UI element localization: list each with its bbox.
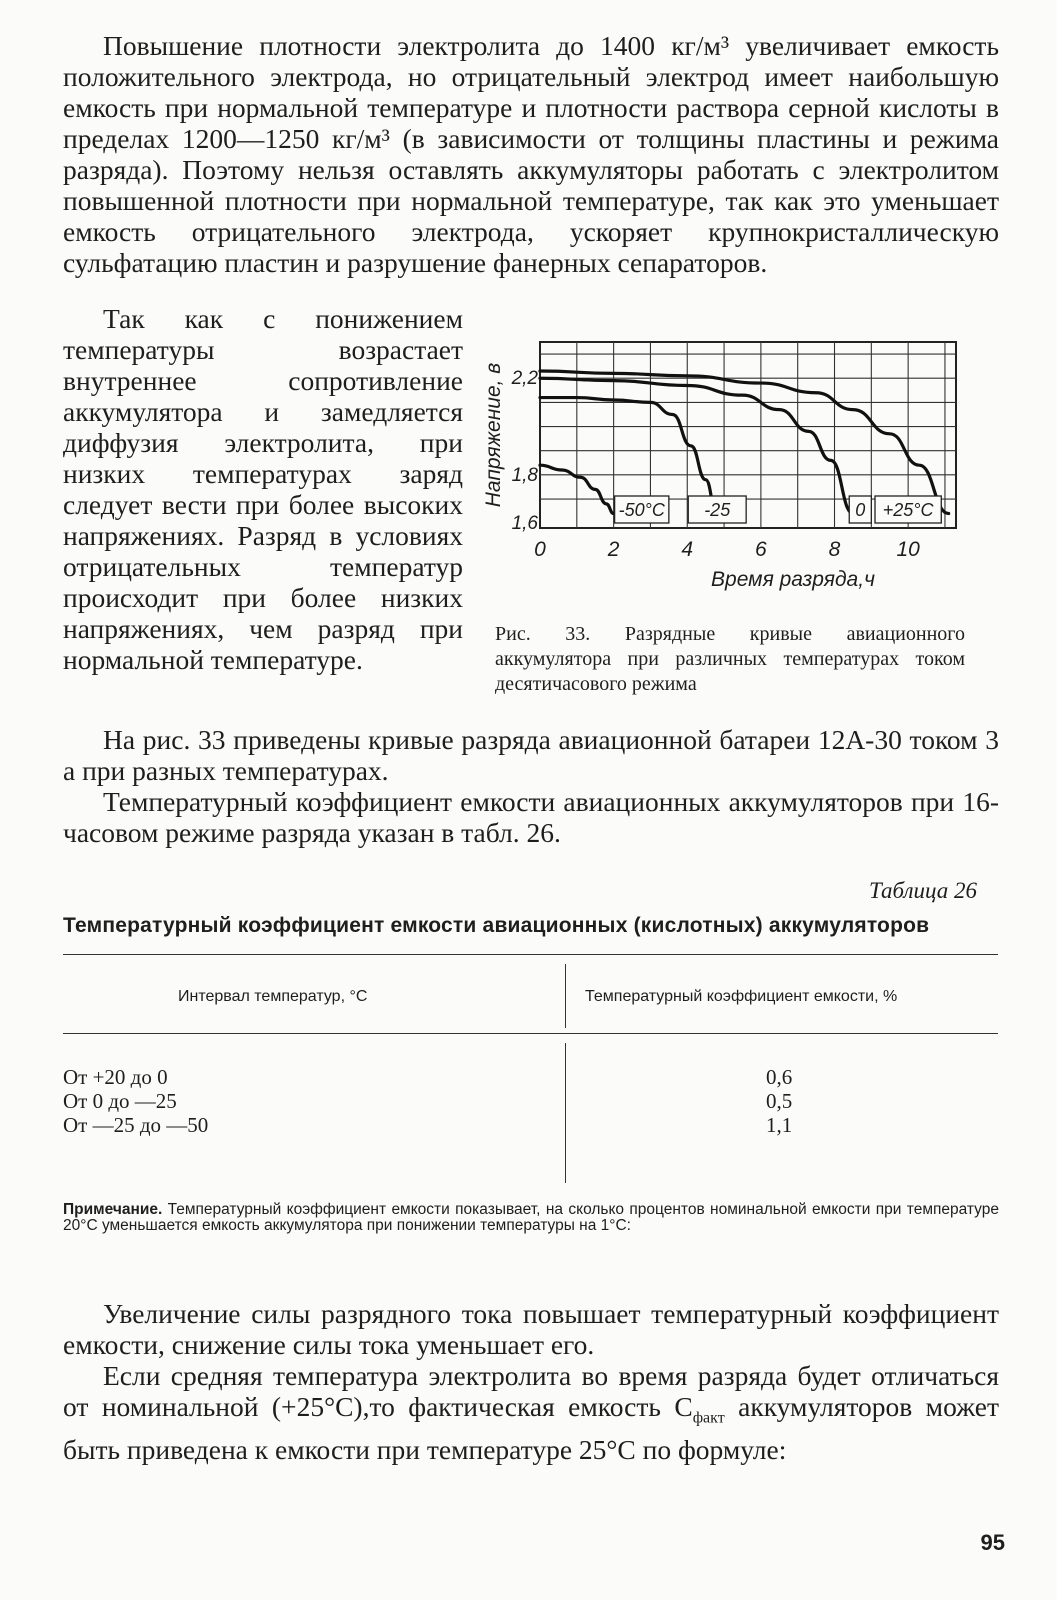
table-body-divider [565, 1043, 566, 1183]
x-tick-label: 4 [681, 538, 694, 561]
formula-intro-end: аккумуляторов может быть приведена к емкости при температуре 25°С по формуле: [63, 1391, 999, 1465]
chart-curves [540, 371, 949, 514]
figure-caption: Рис. 33. Разрядные кривые авиационного аккумулятора при различных температурах током десятичасового режима [495, 623, 965, 695]
x-tick-label: 0 [534, 538, 546, 561]
formula-subscript: факт [692, 1409, 725, 1427]
table-header-divider [565, 964, 566, 1028]
series-label: +25°C [882, 500, 934, 520]
series-label: -50°C [618, 500, 665, 520]
series-label: -25 [704, 500, 731, 520]
x-axis-label: Время разряда,ч [711, 568, 875, 591]
table-header-rule [63, 1033, 998, 1034]
paragraph-figure-ref: На рис. 33 приведены кривые разряда авиационной батареи 12А-30 током 3 а при разных температурах. [63, 724, 999, 786]
table-row-coef: 0,6 [766, 1065, 793, 1089]
curve--25-C [540, 371, 949, 514]
table-row-interval: От —25 до —50 [63, 1113, 209, 1137]
page-number: 95 [980, 1530, 1005, 1555]
table-row-interval: От 0 до —25 [63, 1089, 177, 1113]
formula-intro-text: Если средняя температура электролита во время разряда будет отличаться от номинальной (+25°С),то фактическая емкость C [63, 1360, 999, 1422]
table-row-coef: 0,5 [766, 1089, 793, 1113]
table-note-text: Температурный коэффициент емкости показывает, на сколько процентов номинальной емкости при температуре 20°С уменьшается емкость аккумулятора при понижении температуры на 1°С: [63, 1201, 999, 1234]
discharge-chart-figure [478, 328, 998, 608]
series-label: 0 [855, 500, 866, 520]
y-tick-label: 2,2 [511, 368, 538, 390]
x-tick-label: 10 [896, 538, 920, 561]
table-header-coef: Температурный коэффициент емкости, % [585, 988, 898, 1005]
y-tick-label: 1,6 [511, 513, 538, 535]
table-note-label: Примечание. [63, 1201, 163, 1218]
y-tick-label: 1,8 [511, 464, 538, 486]
x-tick-label: 6 [755, 538, 767, 561]
x-tick-label: 2 [607, 538, 620, 561]
discharge-chart [478, 328, 998, 608]
table-header-interval: Интервал температур, °С [178, 988, 368, 1005]
table-row-interval: От +20 до 0 [63, 1065, 168, 1089]
table-title: Температурный коэффициент емкости авиационных (кислотных) аккумуляторов [63, 914, 930, 937]
table-note [63, 1202, 999, 1234]
table-row-coef: 1,1 [766, 1113, 793, 1137]
paragraph-current: Увеличение силы разрядного тока повышает температурный коэффициент емкости, снижение силы тока уменьшает его. [63, 1298, 999, 1360]
paragraph-low-temperature: Так как с понижением температуры возрастает внутреннее сопротивление аккумулятора и замедляется диффузия электролита, при низких температурах заряд следует вести при более высоких напряжениях. Разряд в условиях отрицательных температур происходит при более низких напряжениях, чем разряд при нормальной температуре. [63, 303, 463, 675]
paragraph-formula-intro [63, 1360, 999, 1465]
paragraph-table-ref: Температурный коэффициент емкости авиационных аккумуляторов при 16-часовом режиме разряда указан в табл. 26. [63, 786, 999, 848]
table-label: Таблица 26 [868, 878, 977, 903]
table-top-rule [63, 954, 998, 955]
x-tick-label: 8 [828, 538, 841, 561]
paragraph-density: Повышение плотности электролита до 1400 кг/м³ увеличивает емкость положительного электрода, но отрицательный электрод имеет наибольшую емкость при нормальной температуре и плотности раствора серной кислоты в пределах 1200—1250 кг/м³ (в зависимости от толщины пластины и режима разряда). Поэтому нельзя оставлять аккумуляторы работать с электролитом повышенной плотности при нормальной температуре, так как это уменьшает емкость отрицательного электрода, ускоряет крупнокристаллическую сульфатацию пластин и разрушение фанерных сепараторов. [63, 30, 999, 278]
y-axis-label: Напряжение, в [482, 362, 505, 508]
